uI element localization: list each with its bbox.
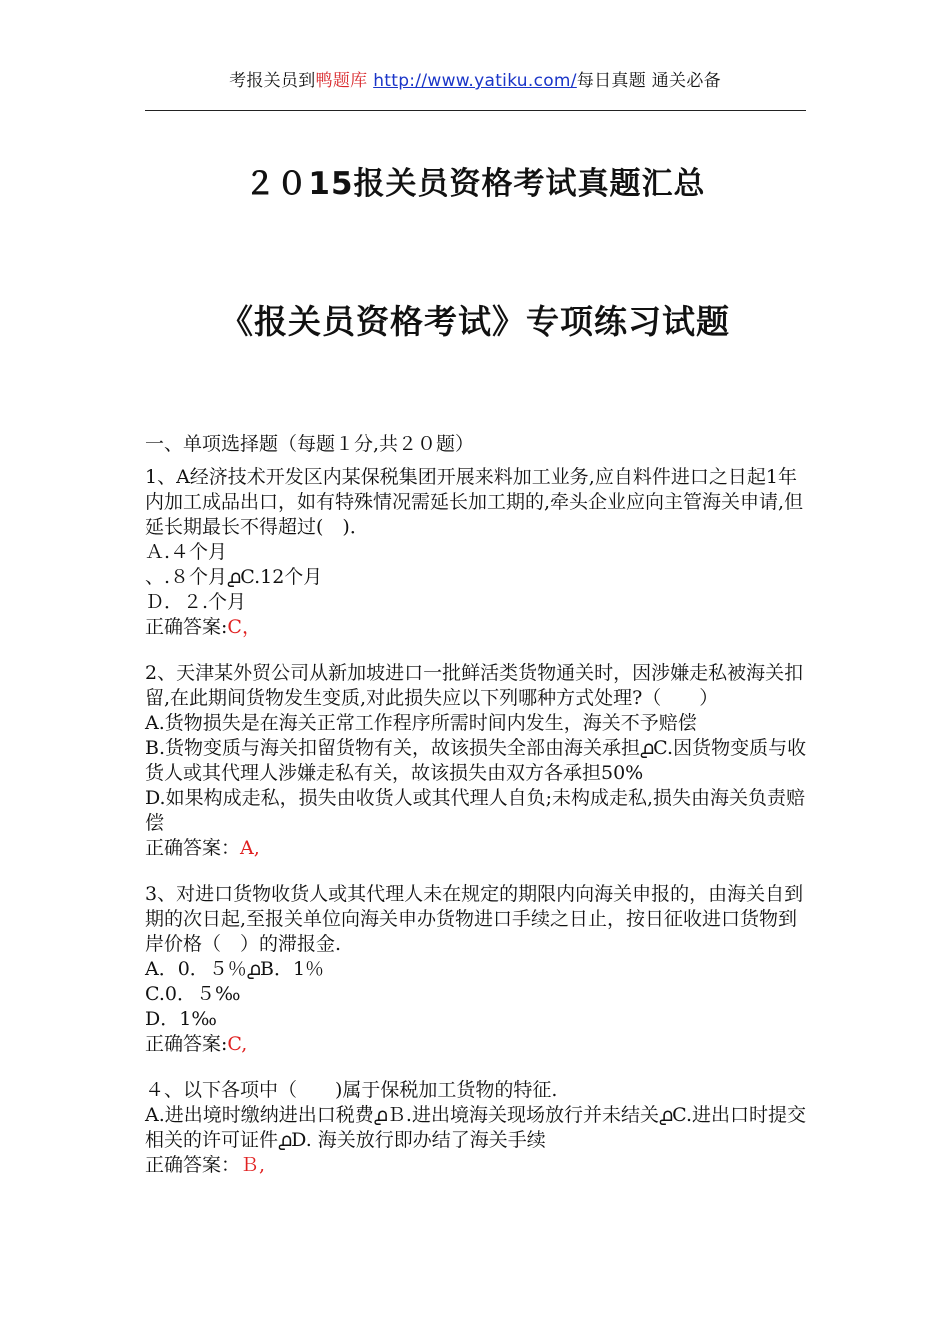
question-stem: 2、天津某外贸公司从新加坡进口一批鲜活类货物通关时，因涉嫌走私被海关扣留,在此期间货物发生变质,对此损失应以下列哪种方式处理?（ ） bbox=[145, 662, 804, 709]
answer-label: 正确答案： bbox=[145, 1154, 241, 1176]
question-option: A.进出境时缴纳进出口税费൧Ｂ.进出境海关现场放行并未结关൧C.进出口时提交相关的许可证件൧D. 海关放行即办结了海关手续 bbox=[145, 1104, 807, 1151]
header-divider bbox=[145, 110, 806, 111]
page-subtitle: 《报关员资格考试》专项练习试题 bbox=[220, 302, 730, 341]
header-prefix: 考报关员到 bbox=[229, 71, 316, 91]
answer-label: 正确答案: bbox=[145, 1033, 228, 1055]
header-url-link[interactable]: http://www.yatiku.com/ bbox=[373, 71, 577, 91]
question-option: Ｄ．２.个月 bbox=[145, 591, 247, 613]
question-option: D.如果构成走私，损失由收货人或其代理人自负;未构成走私,损失由海关负责赔偿 bbox=[145, 787, 806, 834]
header-suffix: 每日真题 通关必备 bbox=[576, 71, 721, 91]
page-title: ２０15报关员资格考试真题汇总 bbox=[244, 166, 706, 202]
question-option: Ａ.４个月 bbox=[145, 541, 228, 563]
question-option: B.货物变质与海关扣留货物有关，故该损失全部由海关承担൧C.因货物变质与收货人或其代理人涉嫌走私有关，故该损失由双方各承担50% bbox=[145, 737, 807, 784]
question-stem: 1、A经济技术开发区内某保税集团开展来料加工业务,应自料件进口之日起1年内加工成品出口，如有特殊情况需延长加工期的,牵头企业应向主管海关申请,但延长期最长不得超过( )． bbox=[145, 466, 804, 538]
answer-value: C, bbox=[227, 1033, 248, 1055]
question-2 bbox=[145, 661, 810, 861]
section-heading: 一、单项选择题（每题１分,共２０题） bbox=[145, 433, 475, 455]
answer-value: C， bbox=[227, 616, 261, 638]
document-body bbox=[145, 432, 810, 1178]
answer-value: Ｂ, bbox=[240, 1154, 266, 1176]
answer-label: 正确答案: bbox=[145, 616, 228, 638]
answer-line bbox=[145, 1153, 810, 1178]
answer-line bbox=[145, 836, 810, 861]
answer-line bbox=[145, 615, 810, 640]
question-3 bbox=[145, 882, 810, 1057]
question-4 bbox=[145, 1078, 810, 1178]
page-header bbox=[145, 66, 805, 91]
question-option: A.货物损失是在海关正常工作程序所需时间内发生，海关不予赔偿 bbox=[145, 712, 697, 734]
question-option: A．0．５％൧B．1％ bbox=[145, 958, 325, 980]
answer-label: 正确答案： bbox=[145, 837, 241, 859]
answer-value: A, bbox=[240, 837, 260, 859]
question-option: D．1‰ bbox=[145, 1008, 217, 1030]
question-1 bbox=[145, 465, 810, 640]
question-option: C.0．５‰ bbox=[145, 983, 241, 1005]
header-brand: 鸭题库 bbox=[315, 71, 368, 91]
question-stem: ４、以下各项中（ )属于保税加工货物的特征. bbox=[145, 1079, 558, 1101]
answer-line bbox=[145, 1032, 810, 1057]
question-option: 、.８个月൧C.12个月 bbox=[145, 566, 323, 588]
question-stem: 3、对进口货物收货人或其代理人未在规定的期限内向海关申报的，由海关自到期的次日起,至报关单位向海关申办货物进口手续之日止，按日征收进口货物到岸价格（ ）的滞报金. bbox=[145, 883, 804, 955]
